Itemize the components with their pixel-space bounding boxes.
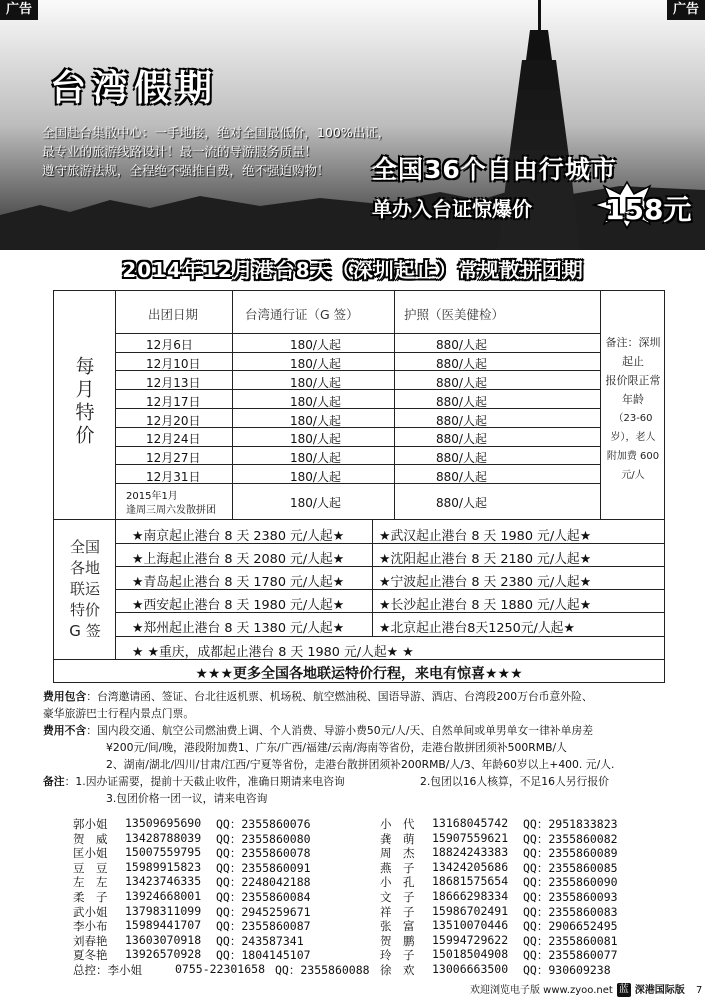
contact-name: 武小姐 xyxy=(73,904,108,919)
header-g-visa: 台湾通行证（G 签） xyxy=(245,307,359,322)
contact-phone: 15018504908 xyxy=(432,947,509,962)
contact-qq: QQ：243587341 xyxy=(216,933,304,948)
contact-name: 玲 子 xyxy=(380,948,415,963)
row-g-price: 180/人起 xyxy=(290,395,341,409)
row-date: 12月20日 xyxy=(146,414,201,428)
contact-phone: 13006663500 xyxy=(432,962,509,976)
remark-1: 备注：1.因办证需要，提前十天截止收件，准确日期请来电咨询 xyxy=(43,775,345,788)
route-item: ★西安起止港台 8 天 1980 元/人起★ xyxy=(132,598,345,613)
contact-qq: QQ：2355860077 xyxy=(523,948,618,963)
row-g-price: 180/人起 xyxy=(290,414,341,428)
fee-exclude-3: 2、湖南/湖北/四川/甘肃/江西/宁夏等省份，走港台散拼团须补200RMB/人/3、年龄60岁以上+400. 元/人. xyxy=(106,758,615,771)
contact-phone: 13924668001 xyxy=(125,889,202,903)
route-item: ★南京起止港台 8 天 2380 元/人起★ xyxy=(132,529,345,544)
fee-exclude-2: ¥200元/间/晚，港段附加费1、广东/广西/福建/云南/海南等省份，走港台散拼团须补500RMB/人 xyxy=(106,741,567,754)
route-item: ★郑州起止港台 8 天 1380 元/人起★ xyxy=(132,621,345,636)
contact-qq: QQ：2906652495 xyxy=(523,919,618,934)
row-g-price: 180/人起 xyxy=(290,338,341,352)
fee-include-1: 费用包含：台湾邀请函、签证、台北往返机票、机场税、航空燃油税、国语导游、酒店、台湾段200万台币意外险、 xyxy=(43,690,593,703)
promo-line-2: 单办入台证惊爆价 xyxy=(372,197,532,221)
contact-phone: 13510070446 xyxy=(432,918,509,933)
contact-phone: 13428788039 xyxy=(125,830,202,845)
contact-qq: QQ：2248042188 xyxy=(216,875,311,890)
contact-qq: QQ：1804145107 xyxy=(216,948,311,963)
header-date: 出团日期 xyxy=(148,307,199,322)
contact-phone: 15986702491 xyxy=(432,903,509,918)
fee-include-2: 豪华旅游巴士行程内景点门票。 xyxy=(43,707,195,720)
contact-name: 左 左 xyxy=(73,875,108,890)
contact-qq: QQ：2355860081 xyxy=(523,933,618,948)
contact-qq: QQ：2355860093 xyxy=(523,890,618,904)
contact-qq: QQ：2355860080 xyxy=(216,831,311,846)
monthly-special-label: 每月特价 xyxy=(72,356,95,448)
contact-name: 祥 子 xyxy=(380,904,415,919)
contact-name: 小 代 xyxy=(380,817,415,831)
contact-qq: QQ：2355860082 xyxy=(523,831,618,846)
contact-phone: 15989441707 xyxy=(125,918,202,933)
page-number: 7 xyxy=(695,985,703,996)
row-g-price: 180/人起 xyxy=(290,470,341,484)
row-passport-price: 880/人起 xyxy=(436,395,487,409)
contact-name: 贺 鹏 xyxy=(380,933,415,948)
intro-line-1: 全国赴台集散中心：一手地接，绝对全国最低价，100%出证， xyxy=(42,125,391,140)
route-item-last: ★ ★重庆，成都起止港台 8 天 1980 元/人起★ ★ xyxy=(132,645,414,660)
contact-qq: QQ：2355860084 xyxy=(216,890,311,904)
contact-qq: QQ：2355860087 xyxy=(216,919,311,934)
route-item: ★上海起止港台 8 天 2080 元/人起★ xyxy=(132,552,345,567)
contact-phone: 18666298334 xyxy=(432,889,509,903)
contact-phone: 15994729622 xyxy=(432,932,509,947)
row-g-price: 180/人起 xyxy=(290,432,341,446)
row-g-price: 180/人起 xyxy=(290,451,341,465)
contact-name: 张 富 xyxy=(380,919,415,934)
contact-phone: 18824243383 xyxy=(432,845,509,860)
contact-qq: QQ：2951833823 xyxy=(523,817,618,831)
promo-line-1: 全国36个自由行城市 xyxy=(372,155,617,184)
contact-total-phone: 0755-22301658 xyxy=(175,962,266,976)
row-g-price: 180/人起 xyxy=(290,376,341,390)
table-note: 备注：深圳起止 报价限正常年龄 （23-60 岁），老人 附加费 600 元/人 xyxy=(605,336,661,481)
row-date: 12月10日 xyxy=(146,357,201,371)
contact-phone: 15907559621 xyxy=(432,830,509,845)
route-item: ★北京起止港台8天1250元/人起★ xyxy=(379,621,575,636)
row-passport-price: 880/人起 xyxy=(436,338,487,352)
row-passport-price: 880/人起 xyxy=(436,432,487,446)
contact-qq: QQ：2355860090 xyxy=(523,875,618,890)
contact-phone: 13798311099 xyxy=(125,903,202,918)
ad-tag-right: 广告 xyxy=(667,0,705,20)
contact-name: 周 杰 xyxy=(380,846,415,861)
contact-name: 夏冬艳 xyxy=(73,948,108,963)
contact-qq: QQ：2355860078 xyxy=(216,846,311,861)
route-item: ★长沙起止港台 8 天 1880 元/人起★ xyxy=(379,598,592,613)
remark-1b: 2.包团以16人核算，不足16人另行报价 xyxy=(420,775,609,788)
contact-qq: QQ：2355860076 xyxy=(216,817,311,831)
row-date: 12月17日 xyxy=(146,395,201,409)
contact-name: 文 子 xyxy=(380,890,415,904)
row-passport-price: 880/人起 xyxy=(436,470,487,484)
special-passport-price: 880/人起 xyxy=(436,496,487,510)
contact-phone: 13603070918 xyxy=(125,932,202,947)
footer xyxy=(470,981,702,997)
row-passport-price: 880/人起 xyxy=(436,357,487,371)
contact-qq: QQ：2355860089 xyxy=(523,846,618,861)
brand-logo-icon: 蓝 xyxy=(618,984,629,995)
contact-phone: 13168045742 xyxy=(432,816,509,830)
ad-tag-left: 广告 xyxy=(0,0,38,20)
contact-phone: 13424205686 xyxy=(432,859,509,874)
row-g-price: 180/人起 xyxy=(290,357,341,371)
contact-name: 贺 威 xyxy=(73,831,108,846)
contact-phone: 13926570928 xyxy=(125,947,202,962)
special-date-1: 2015年1月 xyxy=(126,491,178,502)
footer-brand: 深港国际版 xyxy=(634,985,685,996)
special-g-price: 180/人起 xyxy=(290,496,341,510)
hero-banner xyxy=(0,0,705,250)
route-item: ★青岛起止港台 8 天 1780 元/人起★ xyxy=(132,575,345,590)
intro-line-2: 最专业的旅游线路设计！最一流的导游服务质量！ xyxy=(42,144,318,159)
schedule-table xyxy=(53,290,665,683)
contact-name: 豆 豆 xyxy=(73,860,108,875)
contact-name: 匡小姐 xyxy=(73,846,108,861)
contact-name: 燕 子 xyxy=(380,860,415,875)
schedule-headline: 2014年12月港台8天（深圳起止）常规散拼团期 xyxy=(122,258,584,282)
contact-name: 郭小姐 xyxy=(73,817,108,831)
contact-name: 徐 欢 xyxy=(380,963,415,977)
row-passport-price: 880/人起 xyxy=(436,451,487,465)
header-passport: 护照（医美健检） xyxy=(404,307,505,322)
contact-phone: 15007559795 xyxy=(125,845,202,860)
row-date: 12月6日 xyxy=(146,338,193,352)
contact-phone: 15989915823 xyxy=(125,859,202,874)
contact-qq: QQ：2945259671 xyxy=(216,904,311,919)
more-routes-banner: ★★★更多全国各地联运特价行程，来电有惊喜★★★ xyxy=(195,666,523,682)
contact-total-qq: QQ：2355860088 xyxy=(275,963,370,977)
contact-qq: QQ：2355860083 xyxy=(523,904,618,919)
row-date: 12月24日 xyxy=(146,432,201,446)
contact-name: 龚 萌 xyxy=(380,831,415,846)
row-date: 12月27日 xyxy=(146,451,201,465)
contact-name: 小 孔 xyxy=(380,875,415,890)
route-item: ★武汉起止港台 8 天 1980 元/人起★ xyxy=(379,529,592,544)
nationwide-g-visa-label: 全国 各地 联运 特价 G 签 xyxy=(69,538,101,640)
contact-total-label: 总控：李小姐 xyxy=(73,963,142,977)
row-date: 12月13日 xyxy=(146,376,201,390)
route-item: ★沈阳起止港台 8 天 2180 元/人起★ xyxy=(379,552,592,567)
intro-line-3: 遵守旅游法规，全程绝不强推自费，绝不强迫购物！ xyxy=(42,163,330,178)
special-date-2: 逢周三周六发散拼团 xyxy=(126,505,216,516)
contact-phone: 13509695690 xyxy=(125,816,202,830)
contact-qq: QQ：2355860085 xyxy=(523,860,618,875)
row-passport-price: 880/人起 xyxy=(436,414,487,428)
route-item: ★宁波起止港台 8 天 2380 元/人起★ xyxy=(379,575,592,590)
contact-name: 柔 子 xyxy=(73,890,108,904)
contact-phone: 13423746335 xyxy=(125,874,202,889)
row-passport-price: 880/人起 xyxy=(436,376,487,390)
promo-price: 158元 xyxy=(605,193,692,226)
contact-name: 刘春艳 xyxy=(73,933,108,948)
contact-name: 李小布 xyxy=(73,919,108,934)
row-date: 12月31日 xyxy=(146,470,201,484)
remark-2: 3.包团价格一团一议，请来电咨询 xyxy=(106,792,268,805)
brand-title: 台湾假期 xyxy=(50,67,219,109)
contact-qq: QQ：2355860091 xyxy=(216,860,311,875)
fee-exclude-1: 费用不含：国内段交通、航空公司燃油费上调、个人消费、导游小费50元/人/天、自然单间或单男单女一律补单房差 xyxy=(43,724,594,737)
footer-text: 欢迎浏览电子版 www.zyoo.net xyxy=(470,985,613,996)
contact-phone: 18681575654 xyxy=(432,874,509,889)
contact-qq: QQ：930609238 xyxy=(523,963,611,977)
